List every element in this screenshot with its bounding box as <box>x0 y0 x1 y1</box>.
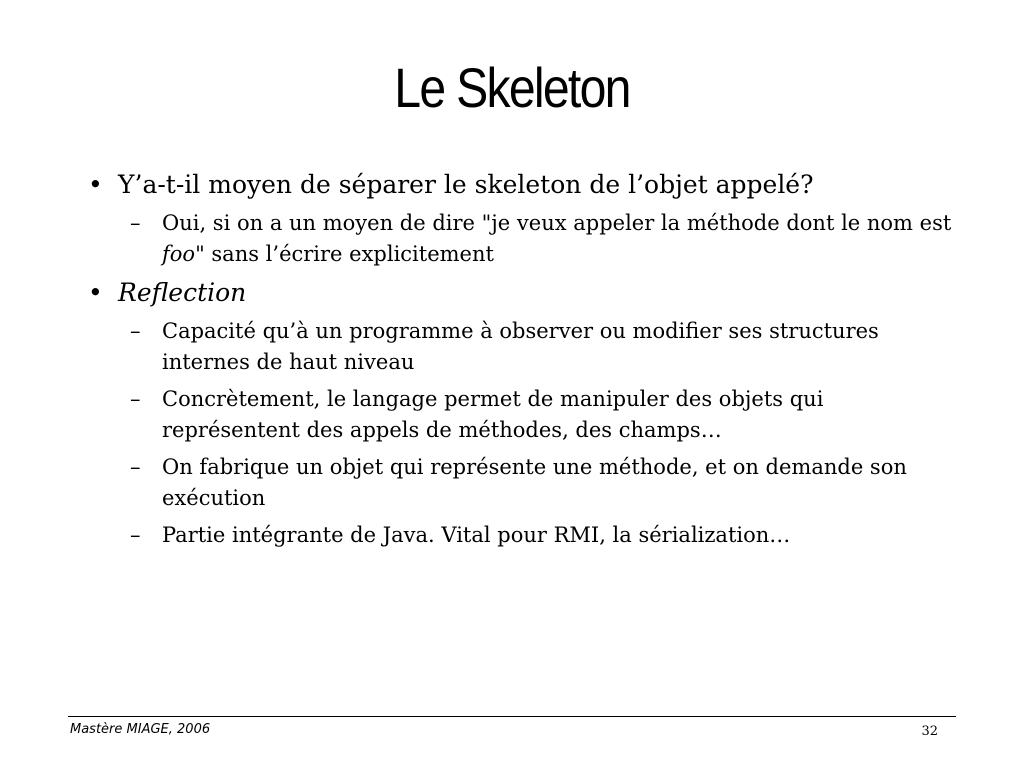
footer-course-label: Mastère MIAGE, 2006 <box>70 722 211 737</box>
bullet-separate-skeleton <box>88 168 968 202</box>
sub-bullet-concretely <box>88 384 968 446</box>
sub-bullet-method-object <box>88 452 968 514</box>
bullet-dash-icon: – <box>130 319 141 343</box>
bullet-dash-icon: – <box>130 523 141 547</box>
sub-bullet-text: Partie intégrante de Java. Vital pour RMI, la sérialization… <box>162 523 791 547</box>
footer-divider <box>68 716 956 717</box>
slide-content <box>88 168 968 557</box>
bullet-text: Y’a-t-il moyen de séparer le skeleton de l’objet appelé? <box>118 170 814 199</box>
page-number: 32 <box>921 724 938 739</box>
sub-bullet-italic-foo: foo <box>162 242 196 266</box>
bullet-dash-icon: – <box>130 211 141 235</box>
bullet-reflection <box>88 276 968 310</box>
slide-title: Le Skeleton <box>394 56 630 119</box>
bullet-dot-icon: • <box>88 278 103 307</box>
bullet-text: Reflection <box>118 278 247 307</box>
bullet-dot-icon: • <box>88 170 103 199</box>
sub-bullet-text: On fabrique un objet qui représente une méthode, et on demande son exécution <box>162 455 907 510</box>
sub-bullet-text: Concrètement, le langage permet de manipuler des objets qui représentent des appels de méthodes, des champs… <box>162 387 824 442</box>
sub-bullet-java-rmi <box>88 520 968 551</box>
sub-bullet-text: Capacité qu’à un programme à observer ou modifier ses structures internes de haut niveau <box>162 319 879 374</box>
sub-bullet-capacity <box>88 316 968 378</box>
bullet-dash-icon: – <box>130 387 141 411</box>
sub-bullet-text-before: Oui, si on a un moyen de dire "je veux appeler la méthode dont le nom est <box>162 211 952 235</box>
bullet-dash-icon: – <box>130 455 141 479</box>
sub-bullet-text-after: " sans l’écrire explicitement <box>195 242 494 266</box>
sub-bullet-foo <box>88 208 968 270</box>
